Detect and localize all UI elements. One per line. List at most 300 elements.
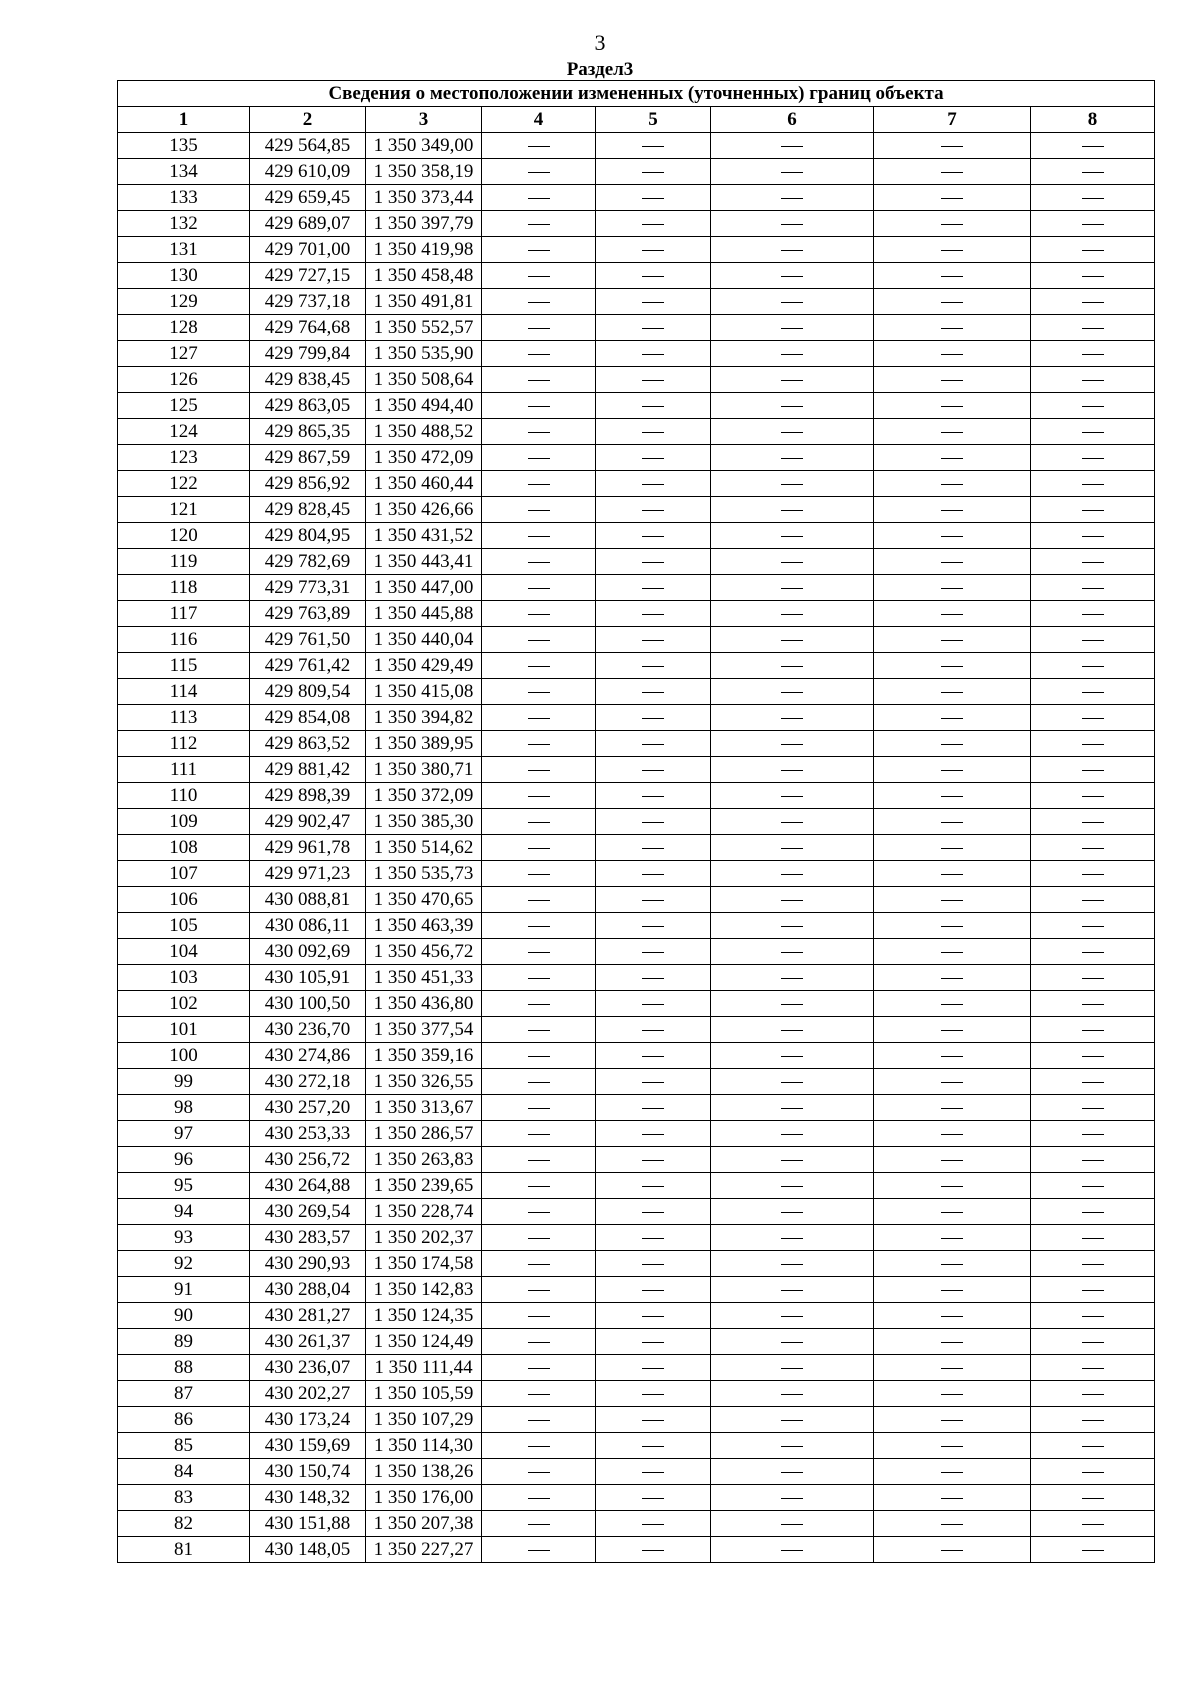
empty-dash-mark [941,406,963,407]
empty-dash-mark [941,302,963,303]
empty-dash-mark [941,146,963,147]
empty-dash-mark [642,666,664,667]
y-coordinate-cell: 1 350 508,64 [366,367,482,393]
x-coordinate-cell: 430 236,07 [250,1355,366,1381]
empty-dash-mark [1082,380,1104,381]
empty-cell [874,575,1031,601]
empty-dash-mark [1082,198,1104,199]
empty-dash-mark [642,1524,664,1525]
empty-dash-mark [781,432,803,433]
empty-cell [482,913,596,939]
empty-dash-mark [528,770,550,771]
empty-cell [874,237,1031,263]
empty-cell [1031,757,1155,783]
empty-cell [874,315,1031,341]
x-coordinate-cell: 430 272,18 [250,1069,366,1095]
empty-dash-mark [642,1082,664,1083]
empty-dash-mark [941,1290,963,1291]
empty-cell [482,1303,596,1329]
empty-cell [1031,1485,1155,1511]
empty-cell [874,809,1031,835]
table-row [118,1537,1155,1563]
point-number-cell: 122 [118,471,250,497]
empty-dash-mark [781,1524,803,1525]
point-number-cell: 113 [118,705,250,731]
empty-cell [596,1303,711,1329]
point-number-cell: 115 [118,653,250,679]
empty-cell [482,419,596,445]
table-row [118,1251,1155,1277]
y-coordinate-cell: 1 350 358,19 [366,159,482,185]
empty-dash-mark [1082,562,1104,563]
empty-cell [711,1199,874,1225]
empty-cell [1031,653,1155,679]
column-header: 4 [482,107,596,133]
empty-dash-mark [528,302,550,303]
empty-cell [874,445,1031,471]
empty-dash-mark [781,276,803,277]
empty-cell [874,731,1031,757]
empty-dash-mark [528,874,550,875]
empty-dash-mark [781,900,803,901]
point-number-cell: 95 [118,1173,250,1199]
empty-cell [596,913,711,939]
empty-cell [482,939,596,965]
empty-cell [482,263,596,289]
y-coordinate-cell: 1 350 535,90 [366,341,482,367]
empty-cell [482,575,596,601]
empty-dash-mark [1082,718,1104,719]
empty-dash-mark [941,380,963,381]
empty-dash-mark [642,458,664,459]
x-coordinate-cell: 430 150,74 [250,1459,366,1485]
empty-dash-mark [781,744,803,745]
empty-dash-mark [781,406,803,407]
empty-dash-mark [528,640,550,641]
empty-dash-mark [1082,614,1104,615]
table-row [118,653,1155,679]
empty-cell [596,861,711,887]
empty-dash-mark [781,354,803,355]
empty-cell [1031,1069,1155,1095]
empty-dash-mark [1082,406,1104,407]
empty-cell [874,939,1031,965]
empty-dash-mark [781,1290,803,1291]
empty-dash-mark [528,224,550,225]
point-number-cell: 135 [118,133,250,159]
table-row [118,835,1155,861]
empty-cell [596,1199,711,1225]
empty-cell [482,679,596,705]
table-row [118,185,1155,211]
empty-cell [482,1329,596,1355]
empty-cell [711,1095,874,1121]
table-row [118,289,1155,315]
table-row [118,1485,1155,1511]
empty-dash-mark [1082,796,1104,797]
empty-dash-mark [642,640,664,641]
empty-cell [711,1043,874,1069]
empty-dash-mark [781,536,803,537]
x-coordinate-cell: 429 727,15 [250,263,366,289]
empty-dash-mark [642,796,664,797]
empty-cell [596,757,711,783]
empty-cell [482,887,596,913]
x-coordinate-cell: 430 281,27 [250,1303,366,1329]
empty-cell [596,1095,711,1121]
empty-cell [874,133,1031,159]
y-coordinate-cell: 1 350 491,81 [366,289,482,315]
empty-cell [596,809,711,835]
empty-cell [596,1537,711,1563]
y-coordinate-cell: 1 350 227,27 [366,1537,482,1563]
empty-dash-mark [642,1134,664,1135]
empty-cell [711,939,874,965]
empty-cell [874,497,1031,523]
y-coordinate-cell: 1 350 313,67 [366,1095,482,1121]
empty-cell [711,861,874,887]
empty-cell [874,835,1031,861]
empty-cell [874,341,1031,367]
empty-cell [482,289,596,315]
empty-dash-mark [642,978,664,979]
empty-dash-mark [941,354,963,355]
empty-cell [711,731,874,757]
empty-cell [482,341,596,367]
empty-cell [874,1485,1031,1511]
empty-cell [711,1121,874,1147]
x-coordinate-cell: 430 264,88 [250,1173,366,1199]
empty-dash-mark [941,328,963,329]
empty-dash-mark [528,1264,550,1265]
empty-cell [1031,133,1155,159]
x-coordinate-cell: 429 863,05 [250,393,366,419]
point-number-cell: 99 [118,1069,250,1095]
empty-cell [711,393,874,419]
empty-cell [482,1537,596,1563]
empty-dash-mark [642,484,664,485]
point-number-cell: 86 [118,1407,250,1433]
point-number-cell: 120 [118,523,250,549]
empty-dash-mark [642,926,664,927]
table-row [118,315,1155,341]
empty-dash-mark [642,874,664,875]
empty-dash-mark [1082,1030,1104,1031]
empty-cell [596,1147,711,1173]
empty-cell [482,705,596,731]
y-coordinate-cell: 1 350 207,38 [366,1511,482,1537]
empty-cell [596,1407,711,1433]
x-coordinate-cell: 429 761,50 [250,627,366,653]
empty-cell [1031,1329,1155,1355]
empty-dash-mark [781,614,803,615]
empty-cell [1031,1277,1155,1303]
empty-cell [1031,1043,1155,1069]
empty-cell [711,575,874,601]
empty-cell [1031,575,1155,601]
point-number-cell: 123 [118,445,250,471]
x-coordinate-cell: 429 856,92 [250,471,366,497]
column-header: 7 [874,107,1031,133]
empty-cell [874,601,1031,627]
empty-cell [1031,1407,1155,1433]
point-number-cell: 83 [118,1485,250,1511]
empty-dash-mark [642,1498,664,1499]
empty-cell [711,913,874,939]
empty-dash-mark [642,588,664,589]
empty-dash-mark [528,952,550,953]
empty-cell [482,1485,596,1511]
point-number-cell: 91 [118,1277,250,1303]
point-number-cell: 131 [118,237,250,263]
table-row [118,809,1155,835]
empty-cell [711,549,874,575]
empty-dash-mark [781,302,803,303]
empty-cell [874,185,1031,211]
empty-cell [874,1095,1031,1121]
table-row [118,1277,1155,1303]
empty-dash-mark [1082,926,1104,927]
table-row [118,939,1155,965]
x-coordinate-cell: 429 828,45 [250,497,366,523]
y-coordinate-cell: 1 350 380,71 [366,757,482,783]
column-header: 5 [596,107,711,133]
empty-cell [874,705,1031,731]
point-number-cell: 100 [118,1043,250,1069]
empty-cell [874,1329,1031,1355]
point-number-cell: 90 [118,1303,250,1329]
empty-cell [874,861,1031,887]
y-coordinate-cell: 1 350 494,40 [366,393,482,419]
empty-cell [482,757,596,783]
empty-dash-mark [642,952,664,953]
x-coordinate-cell: 430 290,93 [250,1251,366,1277]
empty-cell [874,1043,1031,1069]
empty-dash-mark [1082,744,1104,745]
point-number-cell: 117 [118,601,250,627]
empty-cell [596,1069,711,1095]
table-row [118,1095,1155,1121]
empty-cell [711,705,874,731]
empty-dash-mark [642,198,664,199]
empty-dash-mark [781,146,803,147]
empty-dash-mark [781,1342,803,1343]
point-number-cell: 101 [118,1017,250,1043]
empty-cell [482,471,596,497]
empty-dash-mark [642,1030,664,1031]
empty-dash-mark [941,822,963,823]
empty-cell [711,289,874,315]
empty-dash-mark [1082,172,1104,173]
empty-cell [711,315,874,341]
point-number-cell: 110 [118,783,250,809]
empty-dash-mark [528,1108,550,1109]
empty-cell [874,991,1031,1017]
table-row [118,1069,1155,1095]
empty-dash-mark [781,1394,803,1395]
empty-cell [482,549,596,575]
empty-cell [874,627,1031,653]
empty-dash-mark [781,1264,803,1265]
table-row [118,1329,1155,1355]
empty-dash-mark [528,900,550,901]
empty-cell [874,965,1031,991]
y-coordinate-cell: 1 350 239,65 [366,1173,482,1199]
y-coordinate-cell: 1 350 114,30 [366,1433,482,1459]
y-coordinate-cell: 1 350 286,57 [366,1121,482,1147]
point-number-cell: 128 [118,315,250,341]
empty-cell [1031,1433,1155,1459]
empty-cell [1031,315,1155,341]
point-number-cell: 93 [118,1225,250,1251]
empty-dash-mark [528,744,550,745]
empty-dash-mark [1082,1004,1104,1005]
empty-dash-mark [781,848,803,849]
empty-dash-mark [941,1368,963,1369]
empty-dash-mark [781,1186,803,1187]
empty-dash-mark [941,1238,963,1239]
empty-dash-mark [781,1056,803,1057]
empty-cell [482,835,596,861]
empty-dash-mark [1082,536,1104,537]
empty-cell [1031,211,1155,237]
empty-cell [482,1121,596,1147]
x-coordinate-cell: 429 737,18 [250,289,366,315]
empty-cell [1031,289,1155,315]
empty-cell [596,315,711,341]
empty-dash-mark [941,432,963,433]
empty-dash-mark [941,536,963,537]
empty-dash-mark [528,848,550,849]
empty-cell [874,1407,1031,1433]
empty-cell [1031,1355,1155,1381]
empty-dash-mark [528,1368,550,1369]
y-coordinate-cell: 1 350 176,00 [366,1485,482,1511]
empty-cell [596,1277,711,1303]
y-coordinate-cell: 1 350 389,95 [366,731,482,757]
empty-cell [596,445,711,471]
x-coordinate-cell: 429 971,23 [250,861,366,887]
empty-dash-mark [781,458,803,459]
empty-cell [1031,731,1155,757]
empty-cell [596,1121,711,1147]
empty-cell [596,367,711,393]
empty-dash-mark [1082,1316,1104,1317]
empty-cell [711,1433,874,1459]
x-coordinate-cell: 429 881,42 [250,757,366,783]
empty-cell [482,1043,596,1069]
empty-cell [874,1355,1031,1381]
empty-dash-mark [941,1134,963,1135]
x-coordinate-cell: 429 809,54 [250,679,366,705]
empty-cell [711,1407,874,1433]
empty-dash-mark [781,484,803,485]
empty-cell [874,471,1031,497]
point-number-cell: 85 [118,1433,250,1459]
empty-dash-mark [941,718,963,719]
empty-cell [711,991,874,1017]
empty-cell [596,263,711,289]
y-coordinate-cell: 1 350 202,37 [366,1225,482,1251]
empty-cell [596,731,711,757]
empty-dash-mark [781,1420,803,1421]
empty-cell [711,1329,874,1355]
empty-dash-mark [642,354,664,355]
empty-dash-mark [1082,640,1104,641]
empty-dash-mark [1082,978,1104,979]
y-coordinate-cell: 1 350 228,74 [366,1199,482,1225]
empty-cell [711,653,874,679]
empty-dash-mark [941,1004,963,1005]
empty-cell [596,783,711,809]
empty-cell [596,1043,711,1069]
point-number-cell: 87 [118,1381,250,1407]
empty-cell [482,601,596,627]
empty-cell [711,679,874,705]
empty-cell [711,1459,874,1485]
empty-cell [482,1225,596,1251]
table-row [118,731,1155,757]
y-coordinate-cell: 1 350 436,80 [366,991,482,1017]
empty-dash-mark [528,1316,550,1317]
empty-cell [596,575,711,601]
empty-dash-mark [941,1550,963,1551]
empty-cell [1031,1251,1155,1277]
table-caption: Сведения о местоположении измененных (уточненных) границ объекта [118,81,1155,107]
empty-cell [874,1199,1031,1225]
x-coordinate-cell: 430 253,33 [250,1121,366,1147]
empty-cell [711,237,874,263]
empty-cell [874,783,1031,809]
table-row [118,393,1155,419]
empty-dash-mark [941,666,963,667]
empty-dash-mark [528,1446,550,1447]
empty-cell [711,497,874,523]
empty-cell [482,367,596,393]
empty-cell [1031,991,1155,1017]
empty-dash-mark [781,1368,803,1369]
point-number-cell: 84 [118,1459,250,1485]
empty-dash-mark [642,1342,664,1343]
empty-dash-mark [781,380,803,381]
empty-cell [711,1225,874,1251]
empty-cell [596,341,711,367]
point-number-cell: 94 [118,1199,250,1225]
empty-dash-mark [642,250,664,251]
empty-cell [711,1511,874,1537]
empty-cell [1031,1537,1155,1563]
empty-cell [711,809,874,835]
table-row [118,445,1155,471]
empty-cell [1031,1459,1155,1485]
empty-dash-mark [642,406,664,407]
empty-dash-mark [528,1212,550,1213]
empty-dash-mark [1082,1108,1104,1109]
empty-dash-mark [528,536,550,537]
empty-dash-mark [941,1342,963,1343]
empty-dash-mark [781,1446,803,1447]
table-caption-row [118,81,1155,107]
empty-cell [874,1121,1031,1147]
empty-cell [1031,1173,1155,1199]
empty-cell [1031,471,1155,497]
empty-dash-mark [528,1238,550,1239]
empty-cell [1031,419,1155,445]
empty-dash-mark [941,1186,963,1187]
empty-dash-mark [642,146,664,147]
empty-cell [482,991,596,1017]
empty-cell [874,419,1031,445]
